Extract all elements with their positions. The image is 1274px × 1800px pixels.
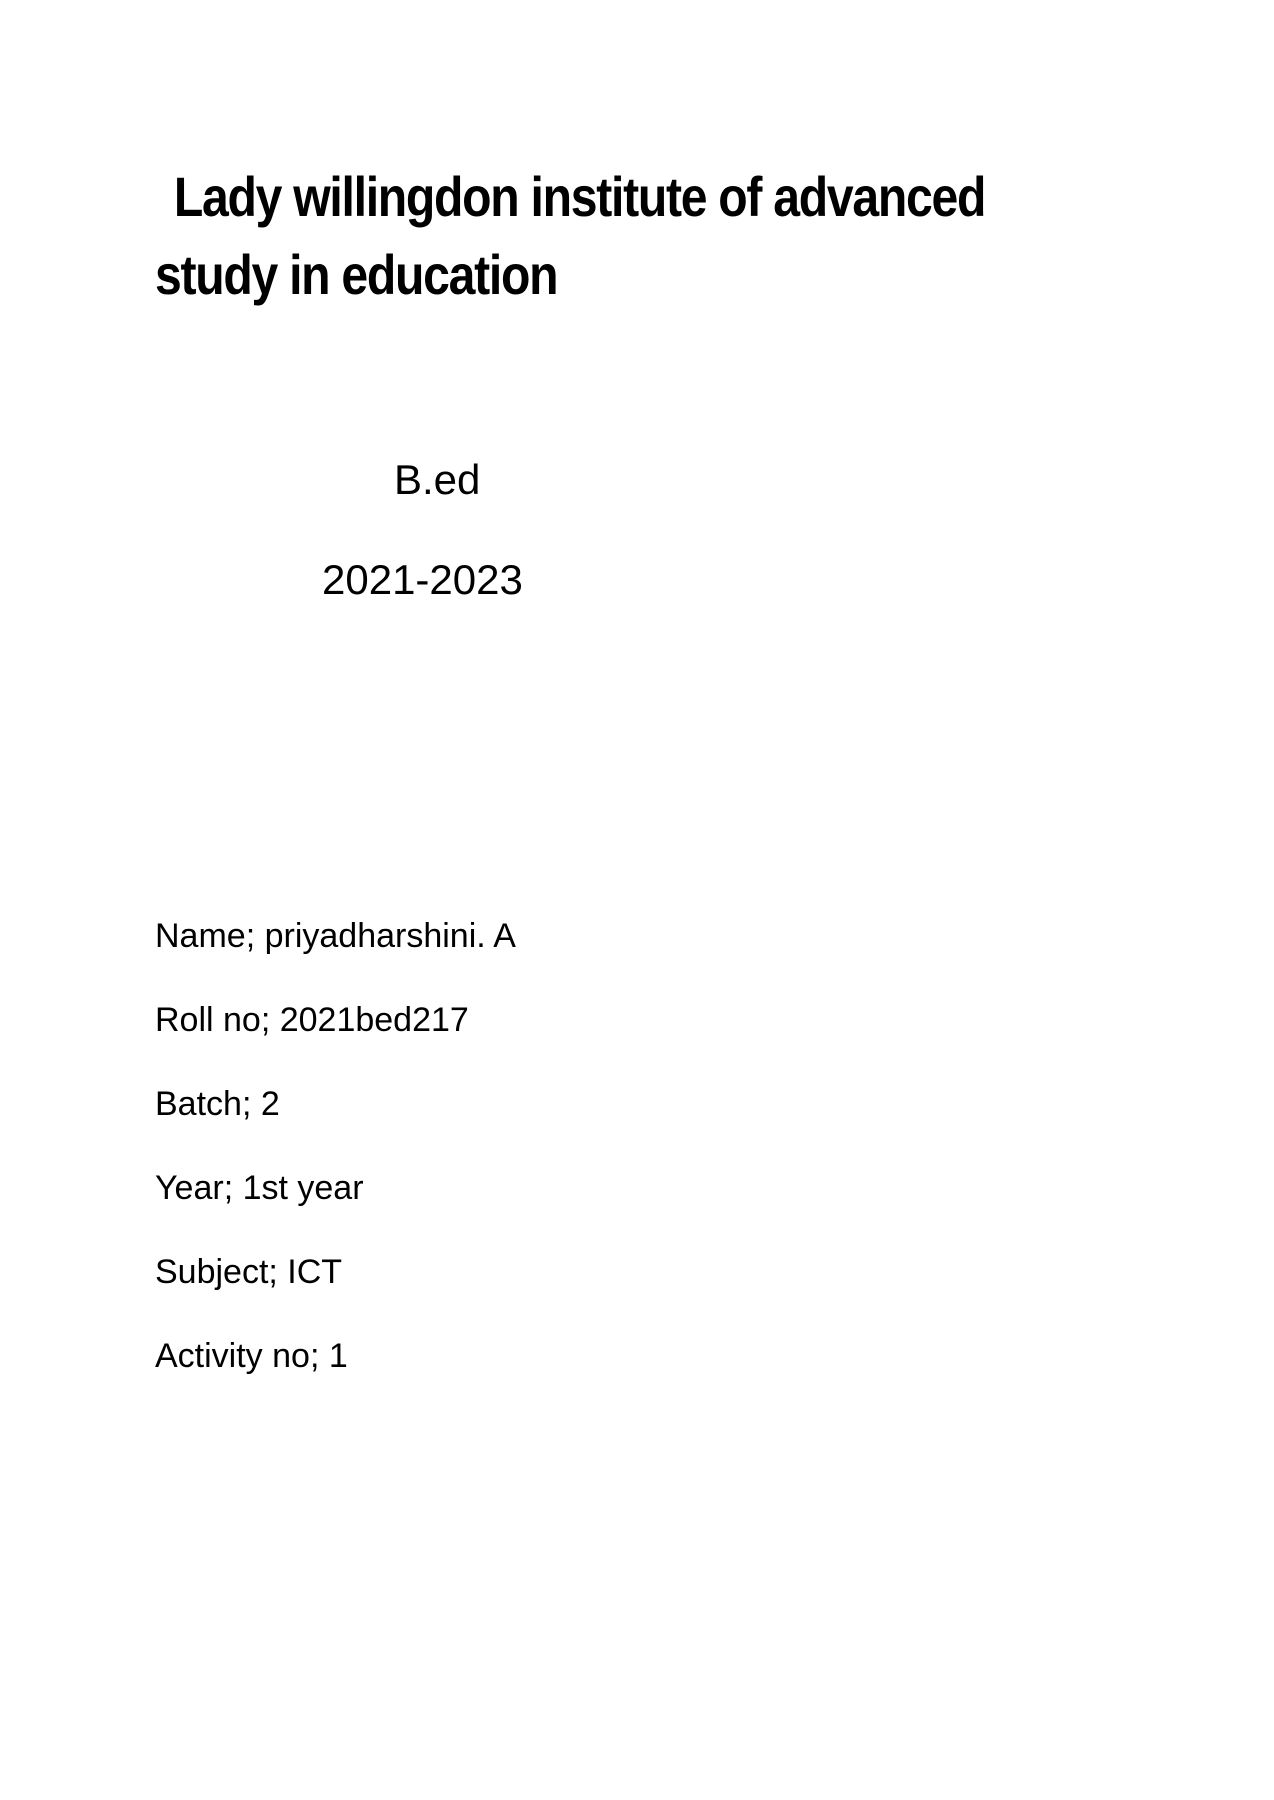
title-line-2: study in education: [155, 243, 558, 306]
student-details: [155, 916, 516, 1420]
detail-roll-no: Roll no; 2021bed217: [155, 1001, 469, 1039]
academic-years: 2021-2023: [322, 556, 523, 603]
program-name: B.ed: [394, 456, 481, 503]
detail-name: Name; priyadharshini. A: [155, 917, 516, 955]
document-title: [155, 158, 986, 314]
detail-year: Year; 1st year: [155, 1169, 364, 1207]
detail-subject: Subject; ICT: [155, 1253, 343, 1291]
title-line-1: Lady willingdon institute of advanced: [173, 165, 986, 228]
detail-batch: Batch; 2: [155, 1085, 280, 1123]
detail-activity-no: Activity no; 1: [155, 1337, 348, 1375]
